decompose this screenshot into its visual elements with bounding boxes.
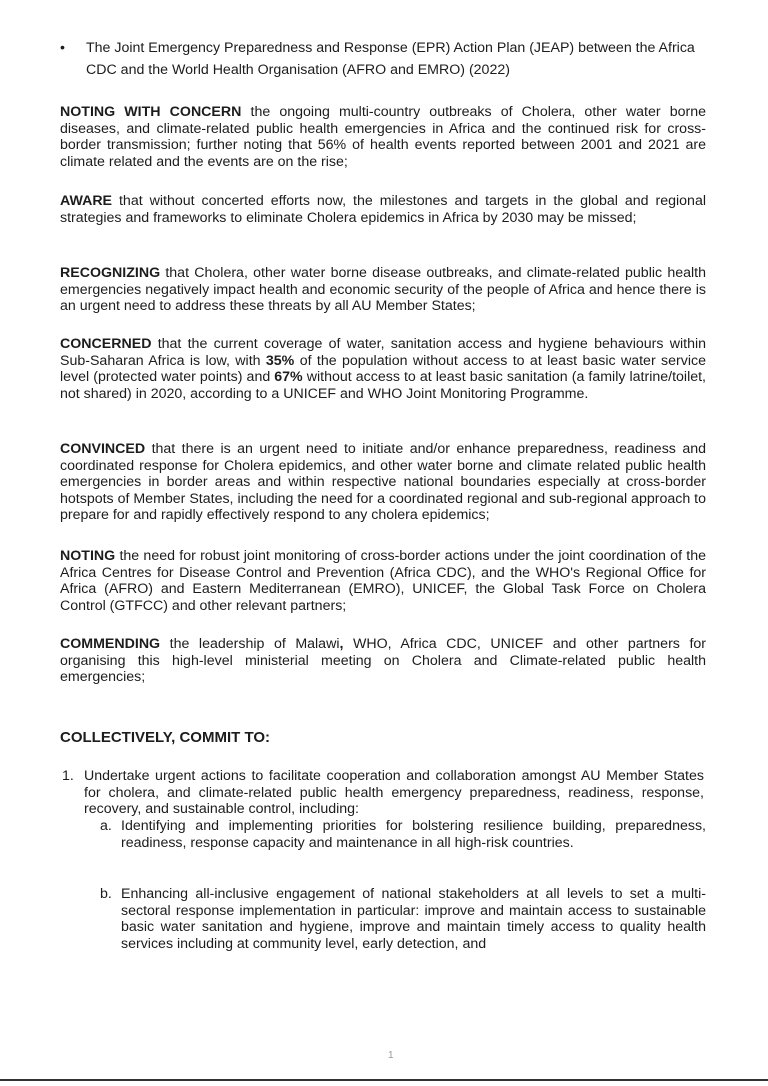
paragraph-lead: NOTING bbox=[60, 548, 116, 564]
paragraph-lead: NOTING WITH CONCERN bbox=[60, 104, 242, 120]
paragraph-text: that without concerted efforts now, the milestones and targets in the global and regional strategies and frameworks to eliminate Cholera epidemics in Africa by 2030 may be missed; bbox=[60, 193, 706, 226]
paragraph-text: the leadership of Malawi bbox=[160, 636, 340, 652]
paragraph-commending bbox=[60, 636, 706, 686]
paragraph-aware bbox=[60, 193, 706, 226]
paragraph-lead: RECOGNIZING bbox=[60, 265, 161, 281]
list-item-text: Undertake urgent actions to facilitate cooperation and collaboration amongst AU Member States for cholera, and climate-related public health emergency preparedness, readiness, response, recovery, and sustainable control, including: bbox=[84, 768, 704, 818]
commit-heading: COLLECTIVELY, COMMIT TO: bbox=[60, 729, 271, 746]
paragraph-lead: COMMENDING bbox=[60, 636, 161, 652]
page-bottom-rule bbox=[0, 1079, 768, 1081]
bullet-symbol: • bbox=[60, 40, 65, 56]
paragraph-lead: AWARE bbox=[60, 193, 113, 209]
sublist-letter: b. bbox=[100, 886, 112, 902]
page-number: 1 bbox=[388, 1050, 394, 1061]
paragraph-lead: CONCERNED bbox=[60, 336, 152, 352]
paragraph-text: the ongoing multi-country outbreaks of Cholera, other water borne diseases, and climate-related public health emergencies in Africa and the continued risk for cross-border transmission; further noting that 56% of health events reported between 2001 and 2021 are climate related and the events are on the rise; bbox=[60, 104, 706, 170]
paragraph-text: that there is an urgent need to initiate and/or enhance preparedness, readiness and coordinated response for Cholera epidemics, and other water borne and climate related public health emergencies in border areas and within respective national boundaries especially at cross-border hotspots of Member States, including the need for a coordinated regional and sub-regional approach to prepare for and rapidly effectively respond to any cholera epidemics; bbox=[60, 441, 706, 524]
paragraph-convinced bbox=[60, 441, 706, 524]
sublist-item-text: Identifying and implementing priorities for bolstering resilience building, preparedness, readiness, response capacity and maintenance in all high-risk countries. bbox=[121, 818, 706, 851]
paragraph-bold-comma: , bbox=[339, 636, 344, 652]
paragraph-text: WHO, Africa CDC, UNICEF and other partners for organising this high-level ministerial meeting on Cholera and Climate-related public health emergencies; bbox=[60, 636, 706, 686]
stat-35-percent: 35% bbox=[265, 352, 295, 369]
paragraph-lead: CONVINCED bbox=[60, 441, 146, 457]
paragraph-concerned bbox=[60, 336, 706, 402]
paragraph-text: that the current coverage of water, sanitation access and hygiene behaviours within Sub-Saharan Africa is low, with bbox=[60, 336, 706, 369]
list-number: 1. bbox=[62, 768, 74, 784]
paragraph-text: of the population without access to at least basic water service level (protected water points) and bbox=[60, 352, 706, 386]
paragraph-text: the need for robust joint monitoring of cross-border actions under the joint coordination of the Africa Centres for Disease Control and Prevention (Africa CDC), and the WHO's Regional Office for Africa (AFRO) and Eastern Mediterranean (EMRO), UNICEF, the Global Task Force on Cholera Control (GTFCC) and other relevant partners; bbox=[60, 548, 706, 614]
paragraph-recognizing bbox=[60, 265, 706, 315]
paragraph-noting bbox=[60, 548, 706, 614]
stat-67-percent: 67% bbox=[274, 369, 303, 386]
sublist-letter: a. bbox=[100, 818, 112, 834]
sublist-item-text: Enhancing all-inclusive engagement of national stakeholders at all levels to set a multi-sectoral response implementation in particular: improve and maintain access to sustainable basic water sanitation and hygiene, improve and maintain timely access to quality health services including at community level, early detection, and bbox=[121, 886, 706, 952]
bullet-text: The Joint Emergency Preparedness and Response (EPR) Action Plan (JEAP) between the Africa CDC and the World Health Organisation (AFRO and EMRO) (2022) bbox=[86, 40, 695, 78]
paragraph-noting-with-concern bbox=[60, 104, 706, 170]
paragraph-text: without access to at least basic sanitation (a family latrine/toilet, not shared) in 2020, according to a UNICEF and WHO Joint Monitoring Programme. bbox=[60, 369, 706, 402]
paragraph-text: that Cholera, other water borne disease outbreaks, and climate-related public health emergencies negatively impact health and economic security of the people of Africa and hence there is an urgent need to address these threats by all AU Member States; bbox=[60, 265, 706, 315]
